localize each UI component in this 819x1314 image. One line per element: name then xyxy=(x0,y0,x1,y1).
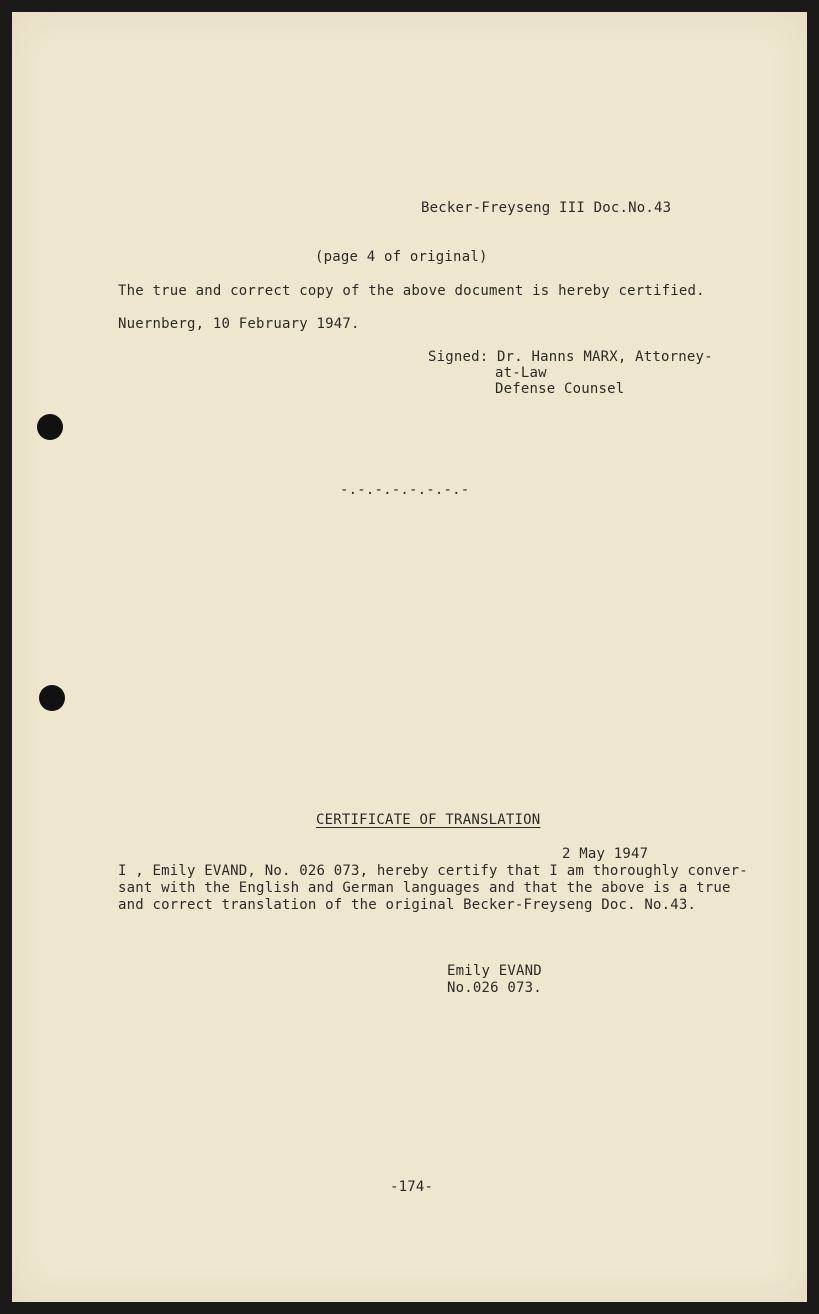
signer-number: No.026 073. xyxy=(447,980,542,996)
document-page xyxy=(12,12,807,1302)
punch-hole-lower xyxy=(39,685,65,711)
certificate-date: 2 May 1947 xyxy=(562,846,649,862)
signature-line-1: Signed: Dr. Hanns MARX, Attorney- xyxy=(428,349,713,365)
page-number: -174- xyxy=(390,1179,434,1195)
separator: -.-.-.-.-.-.-.- xyxy=(340,482,470,498)
certificate-body-line-3: and correct translation of the original Becker-Freyseng Doc. No.43. xyxy=(118,897,697,913)
doc-reference: Becker-Freyseng III Doc.No.43 xyxy=(421,200,672,216)
page-note: (page 4 of original) xyxy=(315,249,488,265)
signature-line-2: at-Law xyxy=(495,365,547,381)
certificate-body-line-2: sant with the English and German languages and that the above is a true xyxy=(118,880,731,896)
certificate-body-line-1: I , Emily EVAND, No. 026 073, hereby certify that I am thoroughly conver- xyxy=(118,863,748,879)
place-date: Nuernberg, 10 February 1947. xyxy=(118,316,360,332)
certificate-title: CERTIFICATE OF TRANSLATION xyxy=(316,812,541,828)
punch-hole-upper xyxy=(37,414,63,440)
signer-name: Emily EVAND xyxy=(447,963,542,979)
signature-line-3: Defense Counsel xyxy=(495,381,625,397)
certification-line: The true and correct copy of the above document is hereby certified. xyxy=(118,283,705,299)
